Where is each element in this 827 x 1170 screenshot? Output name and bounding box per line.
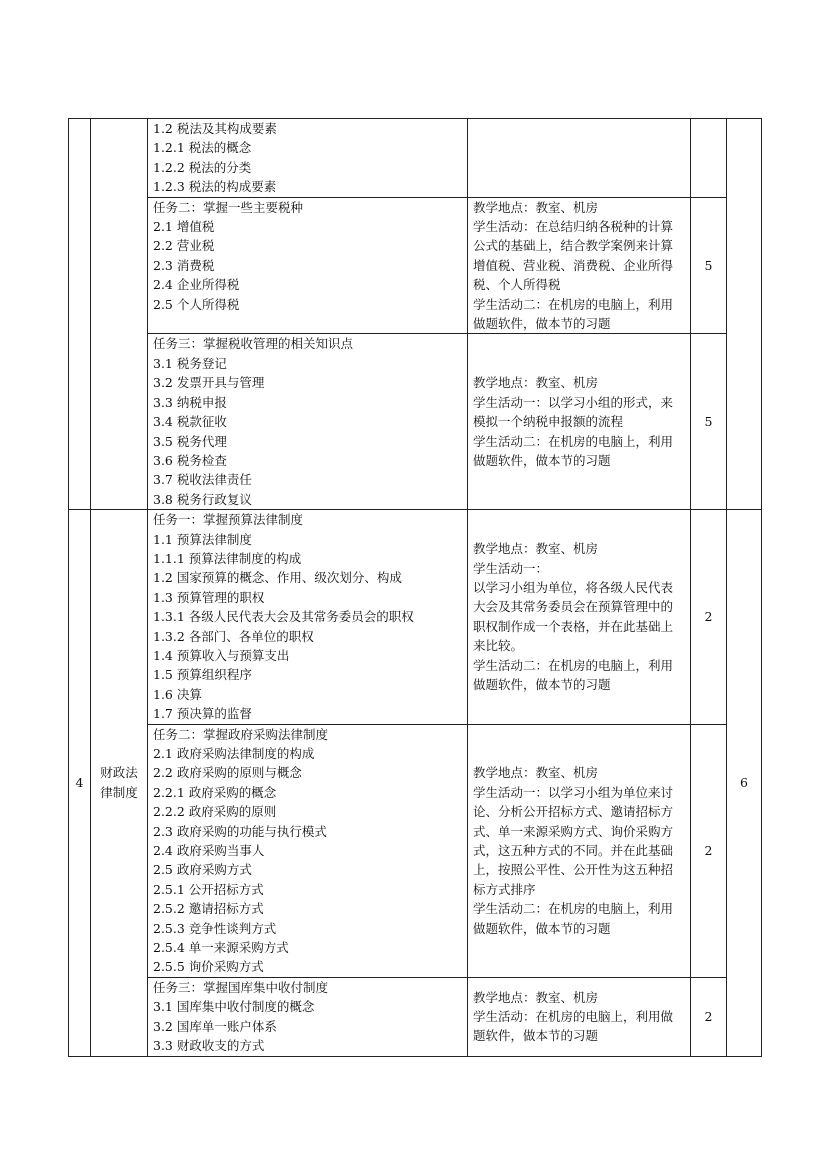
activity-cell [468, 119, 691, 198]
content-line: 1.2 国家预算的概念、作用、级次划分、构成 [153, 570, 402, 586]
unit-name-cell [91, 119, 148, 510]
content-line: 1.2 税法及其构成要素 [153, 121, 277, 136]
unit-name-cell: 财政法律制度 [91, 510, 148, 1056]
total-hours-cell [727, 119, 762, 510]
hours-cell: 2 [691, 724, 727, 977]
content-line: 2.5.1 公开招标方式 [153, 881, 264, 897]
activity-line: 学生活动一：以学习小组的形式，来模拟一个纳税申报额的流程 [473, 394, 674, 430]
content-line: 2.3 消费税 [153, 257, 215, 273]
content-line: 1.2.2 税法的分类 [153, 159, 252, 175]
content-line: 1.7 预决算的监督 [153, 706, 252, 722]
content-line: 2.3 政府采购的功能与执行模式 [153, 823, 327, 839]
content-line: 3.1 税务登记 [153, 355, 227, 371]
content-line: 2.4 政府采购当事人 [153, 843, 265, 859]
activity-line: 学生活动二：在机房的电脑上，利用做题软件，做本节的习题 [473, 901, 674, 936]
activity-line: 以学习小组为单位，将各级人民代表大会及其常务委员会在预算管理中的职权制作成一个表格，并在此基础上来比较。 [473, 580, 674, 654]
content-line: 3.7 税收法律责任 [153, 472, 252, 488]
table-row [69, 724, 762, 977]
activity-line: 学生活动二：在机房的电脑上，利用做题软件，做本节的习题 [473, 296, 674, 332]
task-title: 任务一：掌握预算法律制度 [153, 512, 304, 528]
content-cell [148, 119, 468, 198]
content-line: 2.1 政府采购法律制度的构成 [153, 746, 315, 761]
task-title: 任务二：掌握政府采购法律制度 [153, 726, 329, 742]
content-cell [148, 197, 468, 334]
content-line: 3.3 财政收支的方式 [153, 1038, 265, 1054]
activity-line: 学生活动：在机房的电脑上，利用做题软件，做本节的习题 [473, 1008, 674, 1044]
content-line: 2.5.5 询价采购方式 [153, 959, 264, 975]
hours-cell: 2 [691, 510, 727, 724]
activity-cell [468, 197, 691, 334]
content-line: 3.2 国库单一账户体系 [153, 1018, 277, 1034]
content-line: 3.1 国库集中收付制度的概念 [153, 999, 315, 1015]
content-line: 1.3.1 各级人民代表大会及其常务委员会的职权 [153, 609, 414, 625]
content-line: 2.2 营业税 [153, 238, 215, 254]
table-row [69, 197, 762, 334]
content-line: 1.1 预算法律制度 [153, 531, 252, 547]
content-line: 1.4 预算收入与预算支出 [153, 647, 290, 663]
content-cell [148, 977, 468, 1056]
activity-cell [468, 977, 691, 1056]
content-line: 1.3.2 各部门、各单位的职权 [153, 628, 314, 644]
activity-line: 教学地点：教室、机房 [473, 989, 599, 1005]
content-line: 2.1 增值税 [153, 219, 215, 235]
table-row [69, 334, 762, 510]
content-line: 3.4 税款征收 [153, 414, 227, 430]
activity-line: 教学地点：教室、机房 [473, 765, 599, 781]
activity-line: 学生活动二：在机房的电脑上，利用做题软件，做本节的习题 [473, 433, 674, 468]
activity-line: 教学地点：教室、机房 [473, 375, 599, 391]
content-line: 2.5.2 邀请招标方式 [153, 901, 264, 917]
content-line: 1.3 预算管理的职权 [153, 589, 265, 605]
content-line: 3.6 税务检查 [153, 452, 227, 468]
content-line: 2.5 个人所得税 [153, 296, 240, 312]
activity-cell [468, 724, 691, 977]
content-cell [148, 334, 468, 510]
task-title: 任务三：掌握税收管理的相关知识点 [153, 336, 354, 352]
activity-line: 学生活动一： [473, 560, 549, 576]
content-cell [148, 724, 468, 977]
activity-line: 学生活动二：在机房的电脑上，利用做题软件，做本节的习题 [473, 657, 674, 693]
activity-cell [468, 334, 691, 510]
hours-cell: 5 [691, 197, 727, 334]
content-line: 2.2 政府采购的原则与概念 [153, 765, 302, 781]
content-line: 1.2.3 税法的构成要素 [153, 179, 277, 195]
content-line: 3.5 税务代理 [153, 433, 227, 449]
activity-line: 学生活动一：以学习小组为单位来讨论、分析公开招标方式、邀请招标方式、单一来源采购方式、询价采购方式，这五种方式的不同。并在此基础上，按照公平性、公开性为这五种招标方式排序 [473, 784, 674, 897]
content-line: 2.5 政府采购方式 [153, 862, 252, 878]
activity-line: 学生活动：在总结归纳各税种的计算公式的基础上，结合教学案例来计算增值税、营业税、消费税、企业所得税、个人所得税 [473, 219, 674, 293]
unit-index-cell: 4 [69, 510, 91, 1056]
course-plan-table [68, 118, 762, 1057]
activity-line: 教学地点：教室、机房 [473, 541, 599, 557]
hours-cell [691, 119, 727, 198]
hours-cell: 5 [691, 334, 727, 510]
table-row [69, 977, 762, 1056]
content-line: 2.2.2 政府采购的原则 [153, 804, 277, 820]
content-line: 1.2.1 税法的概念 [153, 140, 252, 156]
content-line: 2.4 企业所得税 [153, 277, 240, 293]
content-line: 1.5 预算组织程序 [153, 667, 252, 683]
content-line: 2.5.4 单一来源采购方式 [153, 940, 289, 956]
content-line: 3.3 纳税申报 [153, 394, 227, 410]
task-title: 任务二：掌握一些主要税种 [153, 199, 304, 215]
content-line: 1.1.1 预算法律制度的构成 [153, 550, 302, 566]
content-cell [148, 510, 468, 724]
content-line: 2.2.1 政府采购的概念 [153, 784, 277, 800]
table-row [69, 119, 762, 198]
unit-index-cell [69, 119, 91, 510]
table-row [69, 510, 762, 724]
content-line: 3.8 税务行政复议 [153, 491, 252, 507]
content-line: 3.2 发票开具与管理 [153, 375, 265, 391]
content-line: 1.6 决算 [153, 686, 202, 702]
total-hours-cell: 6 [727, 510, 762, 1056]
task-title: 任务三：掌握国库集中收付制度 [153, 979, 329, 995]
content-line: 2.5.3 竞争性谈判方式 [153, 920, 277, 936]
activity-line: 教学地点：教室、机房 [473, 199, 599, 215]
activity-cell [468, 510, 691, 724]
hours-cell: 2 [691, 977, 727, 1056]
